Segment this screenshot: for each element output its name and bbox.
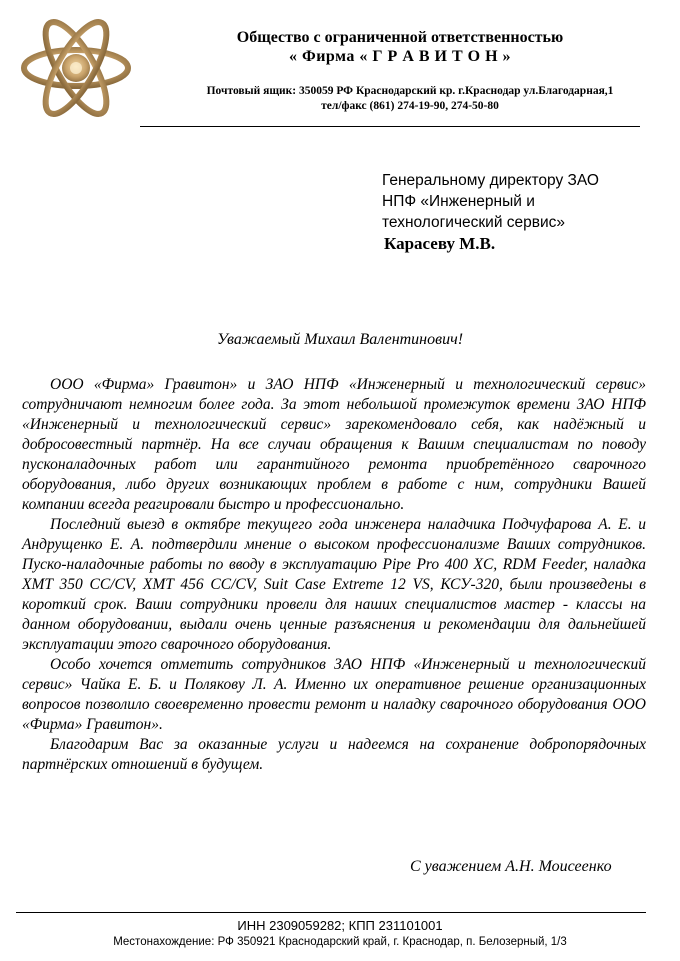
postal-address: Почтовый ящик: 350059 РФ Краснодарский кр. г.Краснодар ул.Благодарная,1 (206, 85, 614, 97)
recipient-line2: НПФ «Инженерный и (382, 193, 535, 210)
paragraph: Особо хочется отметить сотрудников ЗАО НПФ «Инженерный и технологический сервис» Чайка Е. Б. и Полякову Л. А. Именно их оперативное решение организационных вопросов позволило своевременно провести ремонт и наладку сварочного оборудования ООО «Фирма» Гравитон». (22, 656, 646, 733)
recipient-line3: технологический сервис» (382, 214, 566, 231)
recipient-block (382, 170, 662, 254)
signature: С уважением А.Н. Моисеенко (410, 858, 612, 875)
footer-divider (16, 912, 646, 913)
recipient-name: Карасеву М.В. (384, 234, 496, 253)
company-line2: « Фирма « Г Р А В И Т О Н » (288, 48, 512, 65)
paragraph: Последний выезд в октябре текущего года инженера наладчика Подчуфарова А. Е. и Андрущенко Е. А. подтвердили мнение о высоком профессионализме Ваших сотрудников. Пуско-наладочные работы по вводу в эксплуатацию Pipe Pro 400 XC, RDM Feeder, наладка XMT 350 CC/CV, XMT 456 CC/CV, Suit Case Extreme 12 VS, КСУ-320, были произведены в короткий срок. Ваши сотрудники провели для наших специалистов мастер - классы на данном оборудовании, выдали очень ценные разъяснения и рекомендации для дальнейшей эксплуатации этого сварочного оборудования. (22, 516, 646, 653)
company-logo (16, 8, 136, 128)
footer-tax-ids: ИНН 2309059282; КПП 231101001 (237, 918, 443, 933)
salutation: Уважаемый Михаил Валентинович! (216, 331, 464, 348)
company-name (140, 28, 660, 66)
paragraph: Благодарим Вас за оказанные услуги и надеемся на сохранение добропорядочных партнёрских отношений в будущем. (22, 736, 646, 773)
header-divider (140, 126, 640, 127)
recipient-line1: Генеральному директору ЗАО (382, 172, 599, 189)
company-contacts (140, 84, 680, 114)
paragraph: ООО «Фирма» Гравитон» и ЗАО НПФ «Инженерный и технологический сервис» сотрудничают немногим более года. За этот небольшой промежуток времени ЗАО НПФ «Инженерный и технологический сервис» зарекомендовало себя, как надёжный и добросовестный партнёр. На все случаи обращения к Вашим специалистам по поводу пусконаладочных работ или гарантийного ремонта приобретённого сварочного оборудования, либо других возникающих проблем в работе с ним, сотрудники Вашей компании всегда реагировали быстро и профессионально. (22, 376, 646, 513)
letter-body (22, 375, 646, 775)
footer-location: Местонахождение: РФ 350921 Краснодарский край, г. Краснодар, п. Белозерный, 1/3 (113, 936, 567, 948)
phone-fax: тел/факс (861) 274-19-90, 274-50-80 (321, 100, 499, 112)
company-line1: Общество с ограниченной ответственностью (236, 29, 564, 46)
